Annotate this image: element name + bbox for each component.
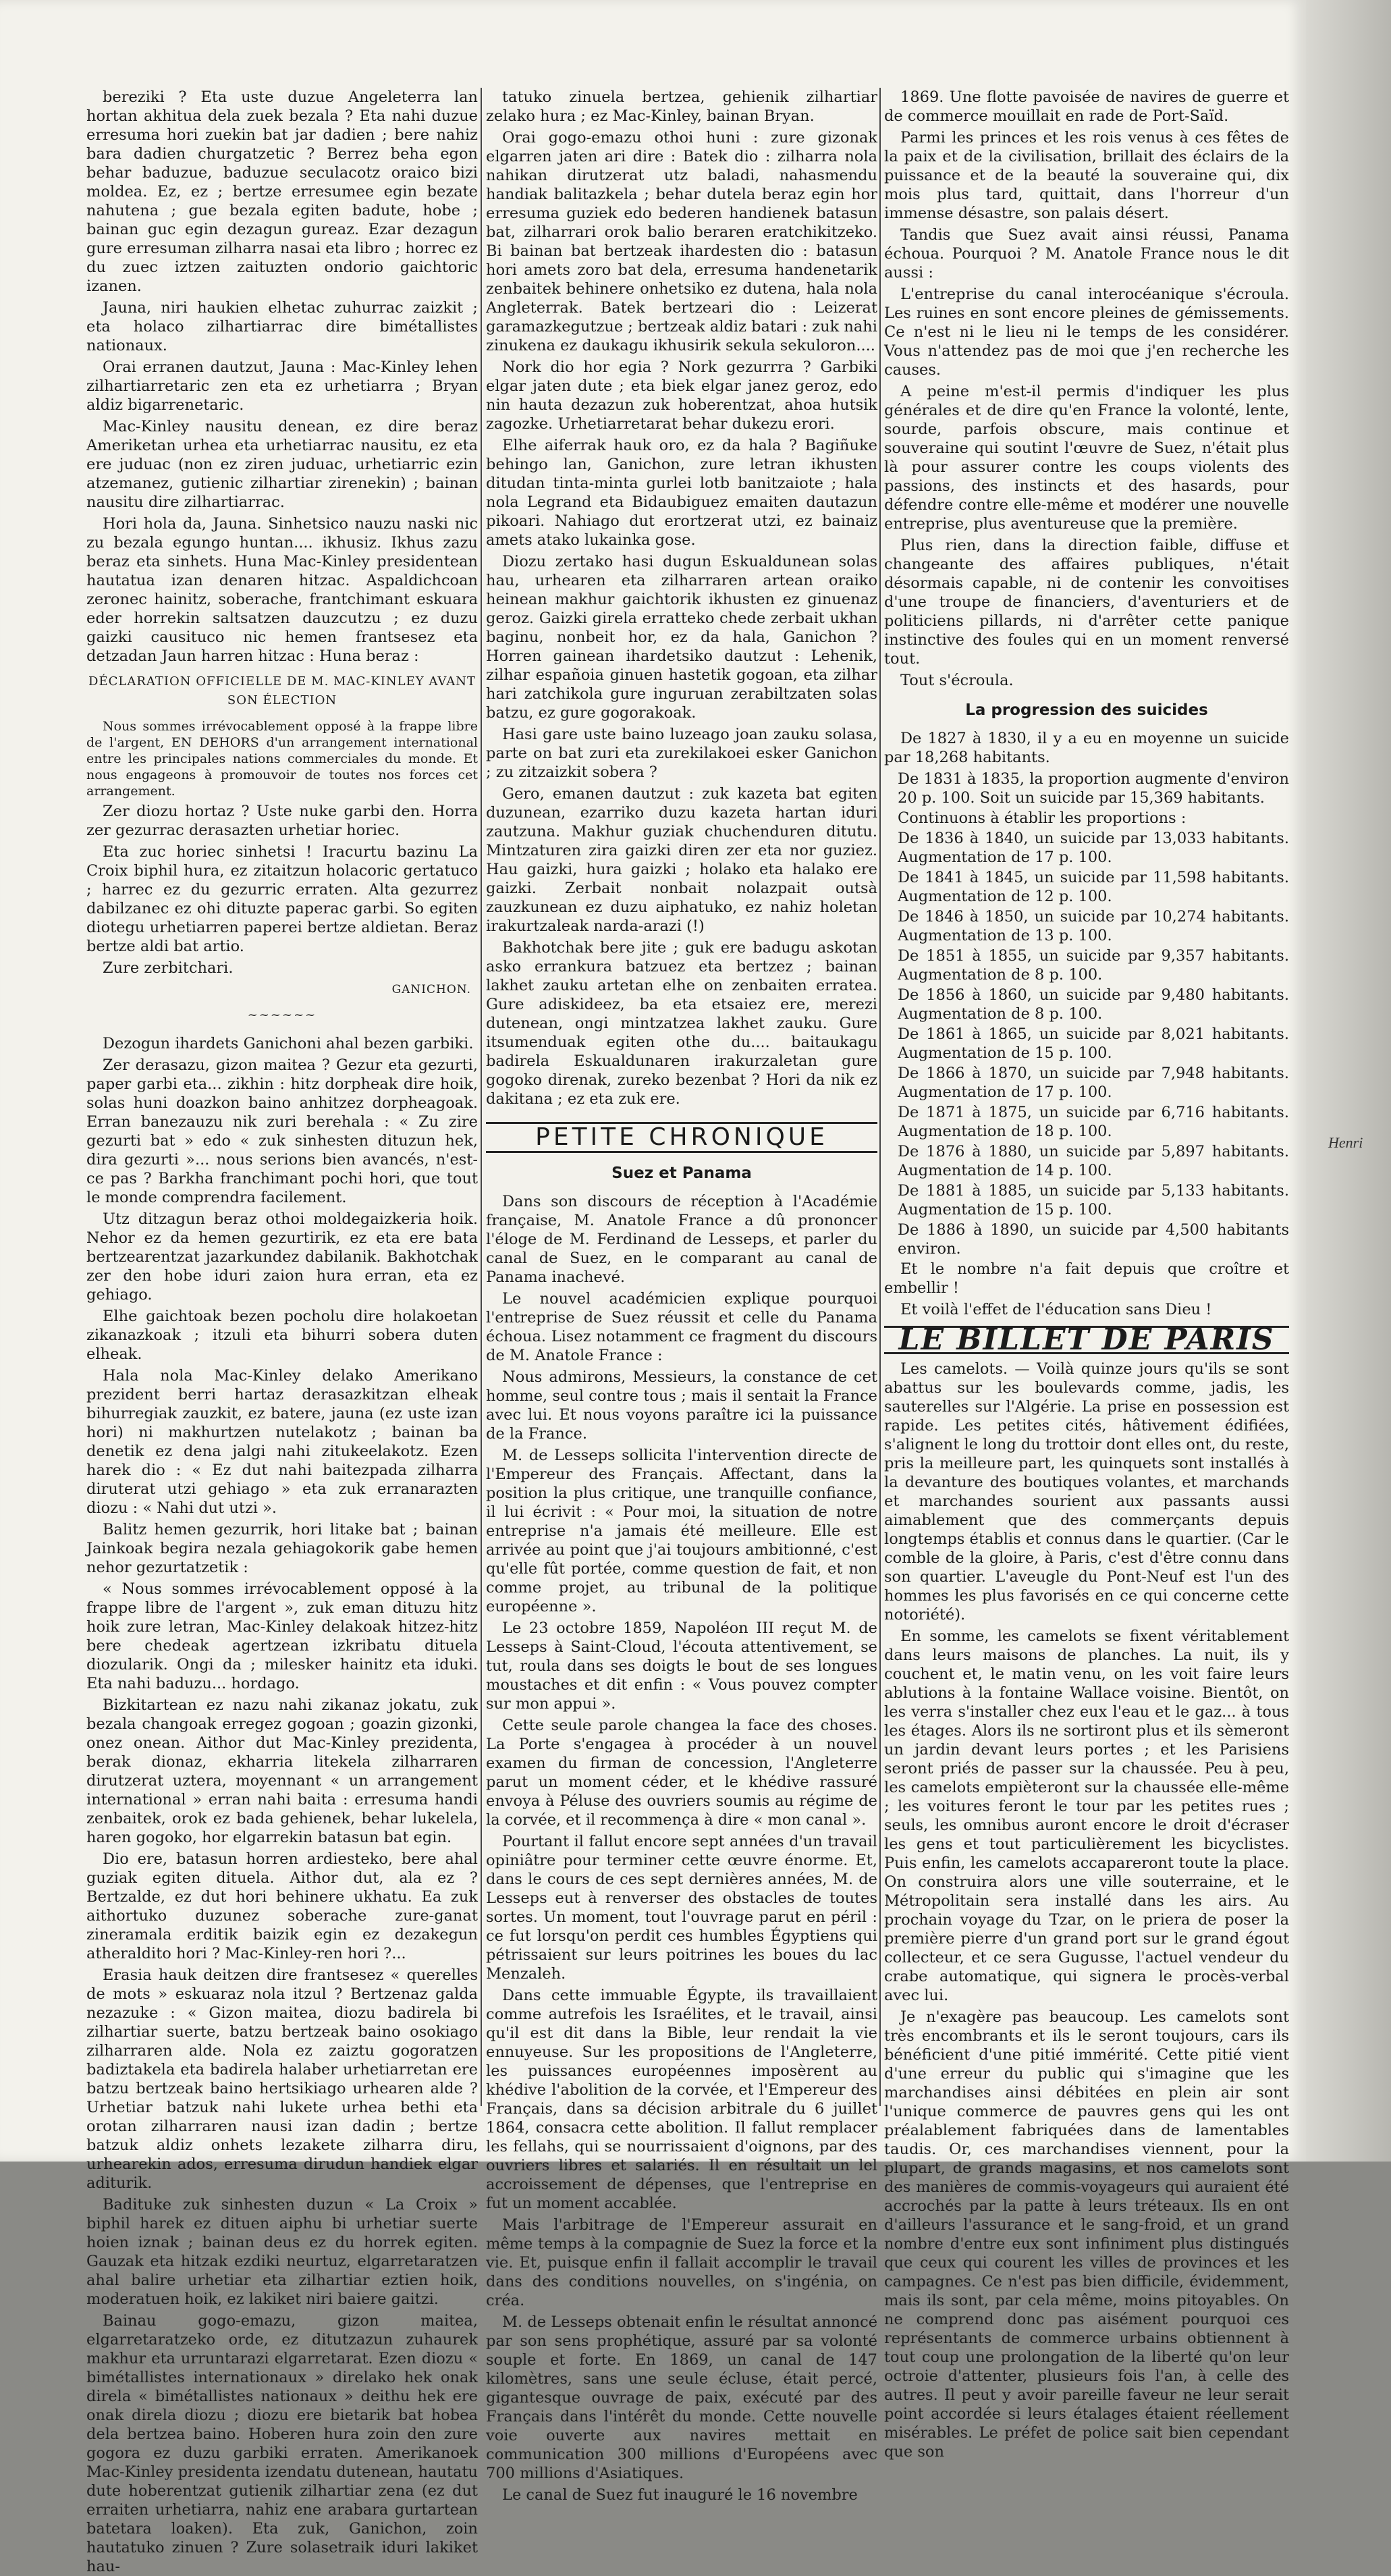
- column-rule: [481, 88, 482, 2106]
- paragraph: Orai erranen dautzut, Jauna : Mac-Kinley lehen zilhartiarretaric zen eta ez urhetiarra ; Bryan aldiz bigarrenetaric.: [86, 358, 478, 414]
- paragraph: Dans son discours de réception à l'Académie française, M. Anatole France a dû prononcer l'éloge de M. Ferdinand de Lesseps, et parler du canal de Suez, en le comparant au canal de Panama inachevé.: [486, 1193, 877, 1286]
- paragraph: Et le nombre n'a fait depuis que croître et embellir !: [884, 1260, 1289, 1297]
- stat-line: De 1876 à 1880, un suicide par 5,897 habitants. Augmentation de 14 p. 100.: [898, 1143, 1289, 1179]
- page-margin: [1306, 0, 1391, 2162]
- paragraph: Parmi les princes et les rois venus à ces fêtes de la paix et de la civilisation, brillait des éclairs de la puissance et de la beauté la souveraine qui, dix mois plus tard, quittait, dans l'horreur d'un immense désastre, son palais désert.: [884, 129, 1289, 222]
- paragraph: Plus rien, dans la direction faible, diffuse et changeante des affaires publiques, n'était désormais capable, ni de contenir les convoitises d'une troupe de financiers, d'aventuriers et de politiciens pillards, ni d'arrêter cette panique instinctive des foules qui en un moment renversé tout.: [884, 537, 1289, 668]
- article-title: Suez et Panama: [611, 1164, 752, 1182]
- paragraph: Nork dio hor egia ? Nork gezurrra ? Garbiki elgar jaten dute ; eta biek elgar janez geroz, edo nin hauta dezazun zuk hoberentzat, ahoa hutsik zagozke. Urhetiarretarat behar dukezu erori.: [486, 358, 877, 433]
- paragraph: Utz ditzagun beraz othoi moldegaizkeria hoik. Nehor ez da hemen gezurtirik, ez eta ere bata bertzearentzat jazarkundez dabilanik. Bakhotchak zer den hobe iduri zaion hura erran, eta ez gehiago.: [86, 1210, 478, 1304]
- section-title-petite-chronique: PETITE CHRONIQUE: [486, 1122, 877, 1153]
- stat-line: De 1841 à 1845, un suicide par 11,598 habitants. Augmentation de 12 p. 100.: [898, 869, 1289, 905]
- paragraph: Bakhotchak bere jite ; guk ere badugu askotan asko errankura batzuez eta bertzez ; bainan lakhet zauku artetan elhe on zenbaiten erratea. Gure adiskideez, ba eta etsaiez ere, merezi dutenean, ongi mintzatzea lakhet zauku. Gure itsumenduak egiten othe du.... baitaukagu badirela Eskualdunaren irakurzaletan gure gogoko direnak, zureko bezenbat ? Hori da nik ez dakitana ; ez eta zuk ere.: [486, 939, 877, 1108]
- paragraph: Dio ere, batasun horren ardiesteko, bere ahal guziak egiten dituela. Aithor dut, ala ez ? Bertzalde, ez dut hori behinere ukhatu. Ea zuk aithortuko duzunez soberache zure-ganat zineramala erditik baizik egin ez dezakegun atheraldito hori ? Mac-Kinley-ren hori ?...: [86, 1850, 478, 1962]
- stat-line: De 1856 à 1860, un suicide par 9,480 habitants. Augmentation de 8 p. 100.: [898, 986, 1289, 1023]
- paragraph: M. de Lesseps obtenait enfin le résultat annoncé par son sens prophétique, assuré par sa volonté souple et forte. En 1869, un canal de 147 kilomètres, sans une seule écluse, était percé, gigantesque ouvrage de paix, exécuté par des Français dans l'intérêt du monde. Cette nouvelle voie ouverte aux navires mettait en communication 300 millions d'Européens avec 700 millions d'Asiatiques.: [486, 2313, 878, 2482]
- stat-line: De 1831 à 1835, la proportion augmente d'environ 20 p. 100. Soit un suicide par 15,369 habitants.: [898, 770, 1289, 807]
- section-divider: ~~~~~~: [247, 1008, 317, 1022]
- paragraph: Hala nola Mac-Kinley delako Amerikano prezident berri hartaz derasazkitzan elheak bihurregiak zauzkit, ez batere, jauna (ez uste izan hori) ni makhurtzen nutelakotz ; bainan ba denetik ez dena jalgi nahi zitukeelakotz. Ezen harek dio : « Ez dut nahi baitezpada zilharra diruterat utzi gehiago » eta zuk erranarazten diozu : « Nahi dut utzi ».: [86, 1367, 478, 1517]
- signature: GANICHON.: [391, 983, 471, 996]
- paragraph: Pourtant il fallut encore sept années d'un travail opiniâtre pour terminer cette œuvre énorme. Et, dans le cours de ces sept dernières années, M. de Lesseps eut à renverser des obstacles de toutes sortes. Un moment, tout l'ouvrage parut en péril : ce fut lorsqu'on perdit ces humbles Égyptiens qui pétrissaient sur leurs poitrines les boues du lac Menzaleh.: [486, 1833, 877, 1983]
- paragraph: Elhe gaichtoak bezen pocholu dire holakoetan zikanazkoak ; itzuli eta bihurri sobera duten elheak.: [86, 1308, 478, 1363]
- paragraph: A peine m'est-il permis d'indiquer les plus générales et de dire qu'en France la volonté, lente, sourde, parfois obscure, mais continue et souveraine qui soutint l'œuvre de Suez, n'était plus là pour assurer contre les coups violents des passions, des instincts et des hasards, pour défendre contre elle-même et modérer une nouvelle entreprise, plus aventureuse que la première.: [884, 383, 1289, 533]
- paragraph: bereziki ? Eta uste duzue Angeleterra lan hortan akhitua dela zuek bezala ? Eta nahi duzue erresuma hori zuekin bat jar dadien ; bere nahiz bara dadien churgatzetic ? Berrez beha egon behar baduzue, baduzue seculacotz oraico bizi moldea. Ez, ez ; bertze erresumee egin bezate nahutena ; gue bezala egiten badute, hobe ; bainan guc egin dezagun gureaz. Ezar dezagun gure erresuman zilharra nasai eta libro ; horrec ez du zuec iztzen zaituzten ondorio gaichtoric izanen.: [86, 88, 478, 295]
- paragraph: Zer derasazu, gizon maitea ? Gezur eta gezurti, paper garbi eta... zikhin : hitz dorpheak dire hoik, solas huni doazkon baino anhitzez dorpheagoak. Erran banezauzu nik zuri berehala : « Zu zire gezurti bat » edo « zuk sinhesten dituzun hek, dira gezurti »... nous serions bien avancés, n'est-ce pas ? Barkha franchimant pochi hori, que tout le monde comprendra facilement.: [86, 1056, 478, 1206]
- section-title-billet-de-paris: LE BILLET DE PARIS: [884, 1326, 1289, 1354]
- paragraph: Les camelots. — Voilà quinze jours qu'ils se sont abattus sur les boulevards comme, jadis, les sauterelles sur l'Algérie. La prise en possession est rapide. Les petites cités, hâtivement édifiées, s'alignent le long du trottoir dont elles ont, du reste, pris la meilleure part, les quinquets sont installés à la devanture des boutiques volantes, et marchands et marchandes sourient aux passants aussi aimablement que des commerçants depuis longtemps établis et connus dans le quartier. (Car le comble de la gloire, à Paris, c'est d'être connu dans son quartier. L'aveugle du Pont-Neuf est l'un des hommes les plus favorisés en ce qui concerne cette notoriété).: [884, 1360, 1289, 1624]
- stat-line: De 1881 à 1885, un suicide par 5,133 habitants. Augmentation de 15 p. 100.: [898, 1182, 1289, 1218]
- paragraph: Tout s'écroula.: [900, 672, 1014, 689]
- stat-line: De 1851 à 1855, un suicide par 9,357 habitants. Augmentation de 8 p. 100.: [898, 947, 1289, 984]
- paragraph: Erasia hauk deitzen dire frantsesez « querelles de mots » eskuaraz nola itzul ? Bertzenaz galda nezazuke : « Gizon maitea, diozu badirela bi zilhartiar suerte, batzu bertzeak baino osokiago zilharraren alde. Nola ez zaiztu gogoratzen badiztakela eta badirela halaber urhetiarretan ere batzu bertzeak baino hertsikiago urhearen alde ? Urhetiar batzuk nahi lukete urhea bethi eta orotan zilharraren nausi izan dadin ; bertze batzuk aldiz onhets lezakete zilharra diru, urhearekin ados, erresuma dirudun handiek elgar aditurik.: [86, 1966, 478, 2192]
- paragraph: « Nous sommes irrévocablement opposé à la frappe libre de l'argent », zuk eman dituzu hitz hoik zure letran, Mac-Kinley delakoak hitzez-hitz bere chedeak agertzean izkribatu dituela diozularik. Ongi da ; milesker hainitz eta iduki. Eta nahi baduzu... hordago.: [86, 1580, 478, 1692]
- paragraph: Nous admirons, Messieurs, la constance de cet homme, seul contre tous ; mais il sentait la France avec lui. Et nous voyons paraître ici la puissance de la France.: [486, 1368, 877, 1443]
- paragraph: De 1827 à 1830, il y a eu en moyenne un suicide par 18,268 habitants.: [884, 730, 1289, 766]
- paragraph: 1869. Une flotte pavoisée de navires de guerre et de commerce mouillait en rade de Port-Saïd.: [884, 88, 1289, 125]
- column-rule: [879, 88, 881, 2106]
- paragraph: Zer diozu hortaz ? Uste nuke garbi den. Horra zer gezurrac derasazten urhetiar horiec.: [86, 803, 478, 839]
- paragraph: Eta zuc horiec sinhetsi ! Iracurtu bazinu La Croix biphil hura, ez zitaitzun holacoric gertatuco ; harrec ez du gezurric erraten. Alta gezurrez dabilzanec ez ohi dituzte paperac garbi. So egiten diotegu urhetiarren paperei bertze aldietan. Beraz bertze aldi bat artio.: [86, 843, 478, 955]
- stat-line: De 1861 à 1865, un suicide par 8,021 habitants. Augmentation de 15 p. 100.: [898, 1025, 1289, 1062]
- column-2: [486, 88, 878, 2504]
- paragraph: tatuko zinuela bertzea, gehienik zilhartiar zelako hura ; ez Mac-Kinley, bainan Bryan.: [486, 88, 877, 125]
- paragraph: Dezogun ihardets Ganichoni ahal bezen garbiki.: [103, 1035, 474, 1052]
- stat-line: De 1846 à 1850, un suicide par 10,274 habitants. Augmentation de 13 p. 100.: [898, 908, 1289, 944]
- handwritten-margin-note: Henri: [1328, 1134, 1363, 1151]
- paragraph: Bainau gogo-emazu, gizon maitea, elgarretaratzeko orde, ez ditutzazun zuhaurek makhur eta urruntarazi elgarretarat. Ezen diozu « bimétallistes internationaux » direlako hek onak direla « bimétallistes nationaux » deithu hek ere onak direla diozu ; diozu ere bietarik bat hobea dela bertzea baino. Hoberen hura zoin den zure gogora ez duzu garbiki erraten. Amerikanoek Mac-Kinley presidenta izendatu dutenean, hautatu dute hoberentzat gutienik zilhartiar zena (ez dut erraiten urhetiarra, nahiz ene arabara gurtartean batetara loaken). Eta zuk, Ganichon, zoin hautatuko zinuen ? Zure solasetraik iduri lakiket hau-: [86, 2312, 478, 2575]
- paragraph: Zure zerbitchari.: [103, 959, 234, 977]
- stat-line: De 1866 à 1870, un suicide par 7,948 habitants. Augmentation de 17 p. 100.: [898, 1065, 1289, 1101]
- stat-line: De 1871 à 1875, un suicide par 6,716 habitants. Augmentation de 18 p. 100.: [898, 1104, 1289, 1140]
- paragraph: En somme, les camelots se fixent véritablement dans leurs maisons de planches. La nuit, ils y couchent et, le matin venu, on les voit faire leurs ablutions à la fontaine Wallace voisine. Bientôt, on les verra s'installer chez eux l'eau et le gaz... à tous les étages. Alors ils ne sortiront plus et ils sèmeront un jardin devant leurs portes ; et les Parisiens seront priés de passer sur la chaussée. Peu à peu, les camelots empièteront sur la chaussée elle-même ; les voitures feront le tour par les petites rues ; seuls, les omnibus auront encore le droit d'écraser les gens et tout particulièrement les bicyclistes. Puis enfin, les camelots accapareront toute la place. On construira alors une ville souterraine, et le Métropolitain sera installé dans les airs. Au prochain voyage du Tzar, on le priera de poser la première pierre d'un grand port sur le grand égout collecteur, et ce sera Gugusse, l'actuel vendeur du crabe automatique, qui signera le procès-verbal avec lui.: [884, 1628, 1289, 2004]
- paragraph: Mac-Kinley nausitu denean, ez dire beraz Ameriketan urhea eta urhetiarrac nausitu, ez eta ere juduac (non ez ziren juduac, urhetiarric ezin atzemanez, gutienic zilhartiar zirenekin) ; bainan nausitu dire zilhartiarrac.: [86, 418, 478, 511]
- paragraph: Orai gogo-emazu othoi huni : zure gizonak elgarren jaten ari dire : Batek dio : zilharra nola nahikan dirutzerat utz baladi, nahasmendu handiak balitazkela ; behar dutela beraz egin hor erresuma guziek edo bederen handienek batasun bat, zilharrari orok balio beraren eratchikitzeko. Bi bainan bat bertzeak ihardesten dio : batasun hori amets zoro bat dela, erresuma handenetarik zenbaitek behinere onhetsiko ez dutena, hala nola Angleterrak. Batek bertzeari dio : Leizerat garamazkegutzue ; bertzeak aldiz batari : zuk nahi zinukena ez daukagu ikhusirik sekula sekuloron....: [486, 129, 877, 354]
- paragraph: Elhe aiferrak hauk oro, ez da hala ? Bagiñuke behingo lan, Ganichon, zure letran ikhusten ditudan tinta-minta gurlei lotb banitzaiote ; hala nola Legrand eta Bidaubiguez emaiten dautazun pikoari. Nahiago dut erortzerat utzi, ez bainaiz amets atako lukainka gose.: [486, 437, 877, 549]
- declaration-text: Nous sommes irrévocablement opposé à la frappe libre de l'argent, EN DEHORS d'un arrangement international entre les principales nations commerciales du monde. Et nous engageons à promouvoir de toutes nos forces cet arrangement.: [86, 719, 478, 799]
- paragraph: Dans cette immuable Égypte, ils travaillaient comme autrefois les Israélites, et le travail, ainsi qu'il est dit dans la Bible, leur rendait la vie ennuyeuse. Sur les propositions de l'Angleterre, les puissances européennes imposèrent au khédive l'abolition de la corvée, et l'Empereur des Français, dans sa décision arbitrale du 6 juillet 1864, consacra cette abolition. Il fallut remplacer les fellahs, qui se nourrissaient d'oignons, par des ouvriers libres et salariés. Il en résultait un lel accroissement de dépenses, que l'entreprise en fut un moment accablée.: [486, 1987, 877, 2212]
- paragraph: Diozu zertako hasi dugun Eskualdunean solas hau, urhearen eta zilharraren artean oraiko heinean makhur gaichtorik ikhusten ez ginuenaz geroz. Gaizki girela erratteko chede zerbait ukhan baginu, nonbeit hor, ez da hala, Ganichon ? Horren gainean ihardetsiko dautzut : Lehenik, zilhar españoia ginuen hastetik gogoan, eta zilhar hari zatchikola gure inguruan zerabiltzaten solas batzu, ez gure gogorakoak.: [486, 553, 877, 722]
- paragraph: Hasi gare uste baino luzeago joan zauku solasa, parte on bat zuri eta zurekilakoei esker Ganichon ; zu zitzaizkit sobera ?: [486, 726, 877, 781]
- paragraph: Le nouvel académicien explique pourquoi l'entreprise de Suez réussit et celle du Panama échoua. Lisez notamment ce fragment du discours de M. Anatole France :: [486, 1290, 877, 1364]
- paragraph: Badituke zuk sinhesten duzun « La Croix » biphil harek ez dituen aiphu bi urhetiar suerte hoien iznak ; bainan deus ez du horrek egiten. Gauzak eta hitzak ezdiki neurtuz, elgarretaratzen ahal balire urhetiar eta zilhartiar eztien hoik, moderatuen hoik, ez lakiket niri baiere gaitzi.: [86, 2196, 478, 2308]
- paragraph: M. de Lesseps sollicita l'intervention directe de l'Empereur des Français. Affectant, dans la position la plus critique, une tranquille confiance, il lui écrivit : « Pour moi, la situation de notre entreprise n'a jamais été meilleure. Elle est arrivée au point que j'ai toujours ambitionné, c'est qu'elle fût portée, comme question de fait, et non comme projet, au tribunal de la politique européenne ».: [486, 1447, 877, 1615]
- paragraph: Le canal de Suez fut inauguré le 16 novembre: [502, 2486, 858, 2504]
- paragraph: Je n'exagère pas beaucoup. Les camelots sont très encombrants et ils le seront toujours, cars ils bénéficient d'une pitié immérité. Cette pitié vient d'une erreur du public qui s'imagine que les marchandises ainsi débitées en plein air sont l'unique commerce de pauvres gens qui les ont préalablement fabriquées dans de lamentables taudis. Or, ces marchandises viennent, pour la plupart, de grands magasins, et nos camelots sont des manières de commis-voyageurs qui auraient été accrochés par la patte à leurs tréteaux. Ils en ont d'ailleurs l'assurance et le sang-froid, et un grand nombre d'entre eux sont infiniment plus distingués que ceux qui courent les villes de provinces et les campagnes. Ce n'est pas bien difficile, évidemment, mais ils sont, par cela même, moins pitoyables. On ne comprend donc pas aisément pourquoi ces représentants de commerce urbains obtiennent à tout coup une prolongation de la liberté qu'on leur octroie d'attenter, plusieurs fois l'an, à celle des autres. Il peut y avoir pareille faveur ne leur serait point accordée si leurs étalages étaient réellement misérables. Le préfet de police sait bien cependant que son: [884, 2008, 1289, 2461]
- paragraph: Tandis que Suez avait ainsi réussi, Panama échoua. Pourquoi ? M. Anatole France nous le dit aussi :: [884, 226, 1289, 281]
- stat-line: Continuons à établir les proportions :: [898, 809, 1187, 827]
- paragraph: Gero, emanen dautzut : zuk kazeta bat egiten duzunean, ezarriko duzu kazeta hartan iduri zautzuna. Makhur guziak chuchenduren ditutu. Mintzaturen zira gaizki diren zer eta nor guziez. Hau gaizki, hura gaizki ; holako eta halako ere gaizki. Zerbait nonbait nolazpait outsà zauzkunean ez duzu aiphatuko, ez nahiz holetan irakurtzaleak narda-arazi (!): [486, 785, 877, 935]
- paragraph: Jauna, niri haukien elhetac zuhurrac zaizkit ; eta holaco zilhartiarrac dire bimétallistes nationaux.: [86, 299, 478, 354]
- paragraph: Cette seule parole changea la face des choses. La Porte s'engagea à procéder à un nouvel examen du firman de concession, l'Angleterre parut un moment céder, et le khédive rassuré envoya à Péluse des ouvriers soumis au régime de la corvée, et il recommença à dire « mon canal ».: [486, 1717, 877, 1829]
- column-3: [884, 88, 1289, 2461]
- stat-line: De 1886 à 1890, un suicide par 4,500 habitants environ.: [898, 1221, 1289, 1258]
- declaration-heading: DÉCLARATION OFFICIELLE DE M. MAC-KINLEY AVANT SON ÉLECTION: [88, 674, 476, 707]
- column-1: [86, 88, 478, 2575]
- paragraph: Le 23 octobre 1859, Napoléon III reçut M. de Lesseps à Saint-Cloud, l'écouta attentivement, se tut, roula dans ses doigts le bout de ses longues moustaches et dit enfin : « Vous pouvez compter sur mon appui ».: [486, 1619, 877, 1713]
- paragraph: Hori hola da, Jauna. Sinhetsico nauzu naski nic zu bezala egungo huntan.... ikhusiz. Ikhus zazu beraz eta sinhets. Huna Mac-Kinley presidentean hautatua izan denaren hitzac. Aspaldichcoan zeronec hainitz, soberache, frantchimant eskuara eder horrekin saltsatzen dauzcutzu ; ez duzu gaizki causituco nic hemen frantsesez eta detzadan Jaun harren hitzac : Huna beraz :: [86, 515, 478, 665]
- article-title: La progression des suicides: [965, 701, 1208, 719]
- stat-line: De 1836 à 1840, un suicide par 13,033 habitants. Augmentation de 17 p. 100.: [898, 830, 1289, 866]
- paragraph: Balitz hemen gezurrik, hori litake bat ; bainan Jainkoak begira nezala gehiagokorik gabe hemen nehor gezurtatzetik :: [86, 1521, 478, 1576]
- paragraph: Bizkitartean ez nazu nahi zikanaz jokatu, zuk bezala changoak erregez gogoan ; goazin gizonki, onez onean. Aithor dut Mac-Kinley prezidenta, berak dionaz, ekharria litekela zilharraren dirutzerat uztera, moyennant « un arrangement international » erran nahi baita : erresuma handi zenbaitek, orok ez bada gehienek, behar lukelela, haren gogoko, hor elgarrekin batasun bat egin.: [86, 1696, 478, 1846]
- paragraph: Et voilà l'effet de l'éducation sans Dieu !: [900, 1301, 1212, 1318]
- paragraph: Mais l'arbitrage de l'Empereur assurait en même temps à la compagnie de Suez la force et la vie. Et, puisque enfin il fallait accomplir le travail dans des conditions nouvelles, on s'ingénia, on créa.: [486, 2216, 877, 2309]
- paragraph: L'entreprise du canal interocéanique s'écroula. Les ruines en sont encore pleines de gémissements. Ce n'est ni le lieu ni le temps de les considérer. Vous n'attendez pas de moi que j'en recherche les causes.: [884, 286, 1289, 379]
